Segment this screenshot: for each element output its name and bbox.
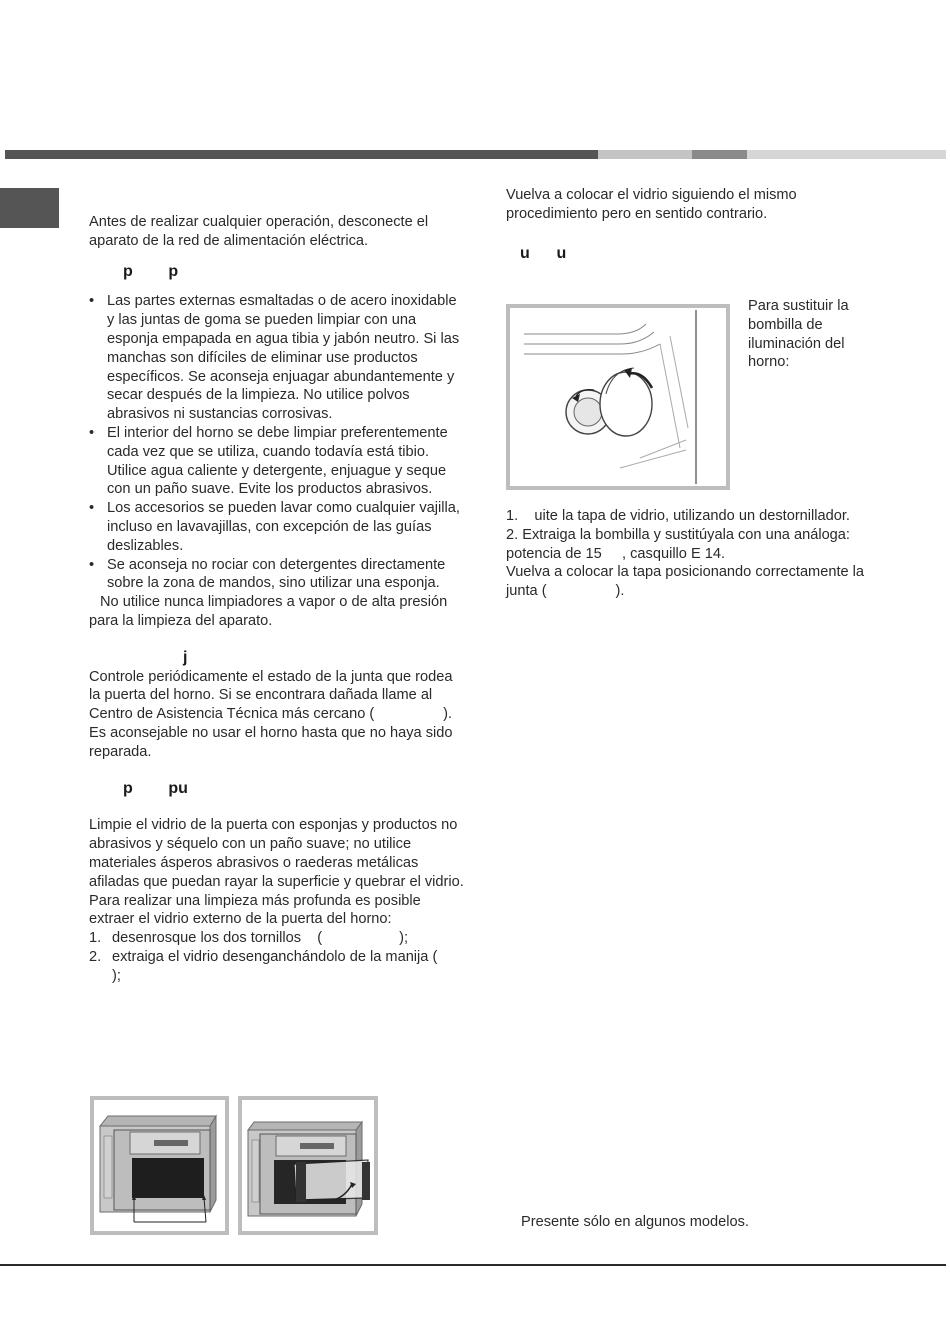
cleaning-bullet-list (89, 292, 465, 593)
glass-paragraph-2: Para realizar una limpieza más profunda es posible extraer el vidrio externo de la puerta del horno: (89, 892, 421, 928)
list-item: • El interior del horno se debe limpiar preferentemente cada vez que se utiliza, cuando todavía está tibio. Utilice agua caliente y detergente, enjuague y seque con un paño suave. Evite los productos abrasivos. (89, 424, 465, 499)
section-heading-door-glass: p pu (123, 779, 188, 797)
header-bar-dark (5, 150, 598, 159)
list-item (89, 948, 507, 986)
oven-glass-removal-figure (238, 1096, 378, 1235)
step-text: extraiga el vidrio desenganchándolo de la manija ( ); (112, 948, 507, 984)
oven-screws-figure (90, 1096, 229, 1235)
footer-rule (0, 1264, 946, 1266)
step-number: 2. (89, 948, 102, 965)
header-bar-light (598, 150, 692, 159)
seal-paragraph: Controle periódicamente el estado de la junta que rodea la puerta del horno. Si se encontrara dañada llame al Centro de Asistencia Técnica más cercano ( ). Es aconsejable no usar el horno hasta que no haya sido reparada. (89, 668, 457, 760)
step-text: desenrosque los dos tornillos ( ); (112, 930, 409, 947)
header-bar-mid (692, 150, 747, 159)
bulb-step-1: 1. uite la tapa de vidrio, utilizando un destornillador. (506, 508, 850, 524)
list-item (89, 929, 465, 948)
oven-screws-illustration (94, 1100, 225, 1231)
step-number: 1. (89, 930, 102, 947)
header-bar-pale (747, 150, 946, 159)
right-column (506, 186, 882, 263)
list-item: • Se aconseja no rociar con detergentes directamente sobre la zona de mandos, sino utilizar una esponja. (89, 556, 465, 594)
section-heading-bulb: u u (520, 244, 567, 262)
section-heading-seal: j (183, 648, 188, 666)
bulb-step-2: 2. Extraiga la bombilla y sustitúyala con una análoga: potencia de 15 , casquillo E 14. (506, 526, 855, 562)
footnote: Presente sólo en algunos modelos. (521, 1214, 749, 1230)
glass-removal-illustration (242, 1100, 374, 1231)
warning-paragraph: No utilice nunca limpiadores a vapor o de alta presión para la limpieza del aparato. (89, 594, 448, 629)
intro-paragraph: Antes de realizar cualquier operación, desconecte el aparato de la red de alimentación eléctrica. (89, 214, 429, 249)
section-heading-cleaning: p p (123, 262, 179, 280)
list-item: • Las partes externas esmaltadas o de acero inoxidable y las juntas de goma se pueden limpiar con una esponja empapada en agua tibia y jabón neutro. Si las manchas son difíciles de eliminar use productos específicos. Se aconseja enjuagar abundantemente y secar después de la limpieza. No utilice polvos abrasivos ni sustancias corrosivas. (89, 292, 465, 424)
glass-steps-list (89, 929, 507, 985)
language-tab (0, 188, 59, 228)
reinstall-paragraph: Vuelva a colocar el vidrio siguiendo el mismo procedimiento pero en sentido contrario. (506, 187, 797, 222)
bulb-caption: Para sustituir la bombilla de iluminación del horno: (748, 298, 849, 371)
list-item: • Los accesorios se pueden lavar como cualquier vajilla, incluso en lavavajillas, con excepción de las guías deslizables. (89, 499, 465, 555)
bulb-figure (506, 304, 730, 490)
glass-paragraph: Limpie el vidrio de la puerta con esponjas y productos no abrasivos y séquelo con un paño suave; no utilice materiales ásperos abrasivos o raederas metálicas afiladas que puedan rayar la superficie y quebrar el vidrio. (89, 817, 464, 890)
left-column (89, 213, 507, 985)
bulb-replacement-illustration (510, 308, 726, 486)
bulb-instructions (506, 507, 882, 601)
bulb-step-3: Vuelva a colocar la tapa posicionando correctamente la junta ( ). (506, 564, 869, 600)
